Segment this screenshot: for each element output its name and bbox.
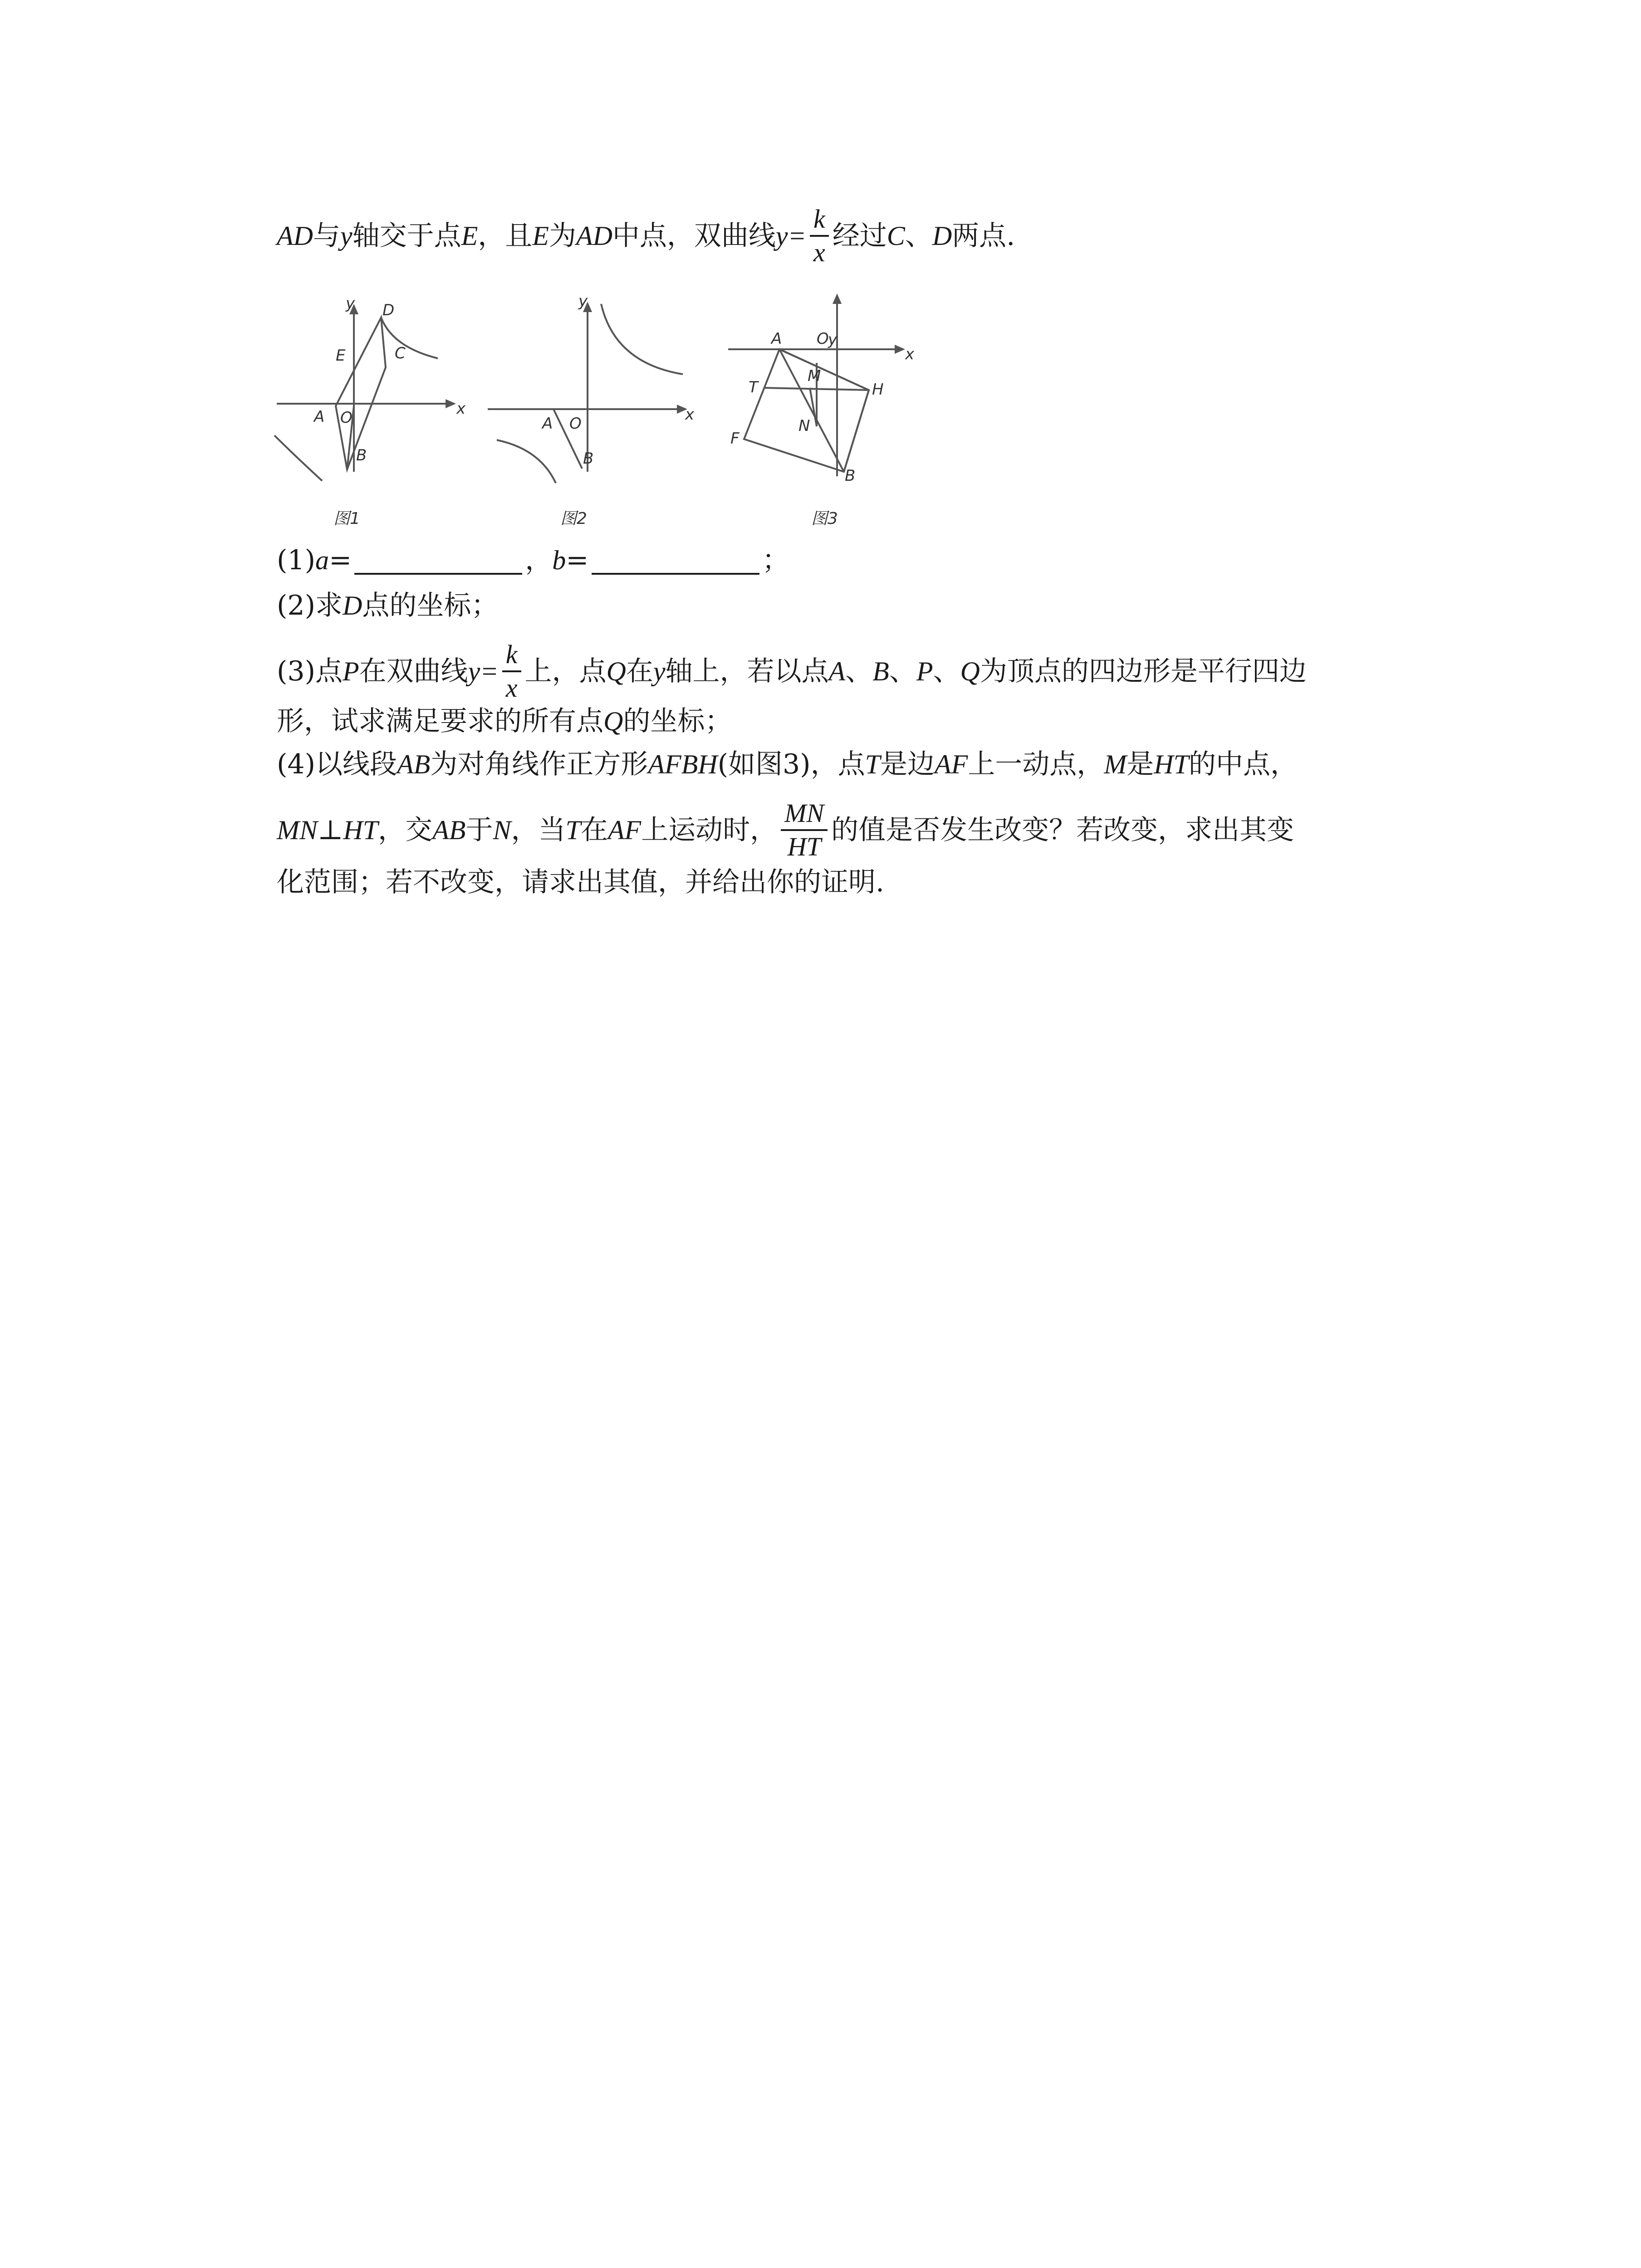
text: N <box>493 815 511 845</box>
text: (3)点 <box>277 655 343 687</box>
fraction-numerator: k <box>810 204 829 237</box>
text: D <box>932 221 952 251</box>
text: 于 <box>465 814 493 846</box>
text: 为顶点的四边形是平行四边 <box>980 655 1307 687</box>
text: AD <box>277 221 313 251</box>
text: Q <box>960 656 980 686</box>
text: P <box>916 656 933 686</box>
label-x: x <box>456 400 466 418</box>
x-arrow <box>896 346 903 352</box>
fraction-mn-over-ht <box>781 798 828 862</box>
hyperbola-branch-upper <box>381 318 438 358</box>
segment-bh <box>844 390 869 472</box>
text: AD <box>576 221 612 251</box>
label-b: B <box>356 446 367 464</box>
text: 在 <box>580 814 608 846</box>
fraction-numerator: k <box>502 640 521 672</box>
text: 、 <box>845 655 873 687</box>
label-d: D <box>382 301 395 319</box>
text: = <box>329 544 352 576</box>
label-h: H <box>872 381 884 399</box>
text: AF <box>607 815 642 845</box>
question-1 <box>277 540 789 581</box>
fraction-k-over-x <box>502 640 521 703</box>
text: E <box>532 221 549 251</box>
text: y <box>653 656 666 686</box>
text: ， <box>525 544 553 576</box>
label-y: y <box>828 331 838 349</box>
label-x: x <box>685 406 694 424</box>
text: B <box>872 656 889 686</box>
text: 的值是否发生改变？若改变，求出其变 <box>831 814 1294 846</box>
text: 在双曲线 <box>359 655 468 687</box>
label-b: B <box>583 450 594 468</box>
figure-1-caption: 图1 <box>333 509 360 528</box>
text: 上运动时， <box>641 814 778 846</box>
question-3-line-2 <box>277 701 732 742</box>
text: 两点. <box>952 220 1015 252</box>
label-y: y <box>346 294 355 313</box>
text: AB <box>397 749 431 779</box>
label-o: O <box>817 330 829 348</box>
label-m: M <box>808 367 821 385</box>
text: E <box>461 221 478 251</box>
label-b: B <box>845 467 856 485</box>
text: 与 <box>313 220 340 252</box>
text: Q <box>603 706 623 736</box>
text: 形，试求满足要求的所有点 <box>277 705 603 737</box>
segment-ah <box>779 349 869 390</box>
text: AF <box>934 749 968 779</box>
fraction-denominator: HT <box>787 832 821 861</box>
text: ⊥ <box>318 814 343 846</box>
text: = <box>566 544 589 576</box>
text: ，交 <box>378 814 433 846</box>
text: T <box>565 815 581 845</box>
text: 为对角线作正方形 <box>430 748 648 780</box>
label-t: T <box>749 378 758 396</box>
figure-1-diagram <box>272 290 472 535</box>
label-c: C <box>395 344 406 362</box>
text: 的坐标； <box>623 705 732 737</box>
label-a: A <box>771 330 782 348</box>
text: AB <box>432 815 466 845</box>
text: 、 <box>905 220 932 252</box>
label-a: A <box>542 415 553 433</box>
hyperbola-branch-lower <box>274 435 322 481</box>
text: D <box>343 591 362 621</box>
text: 上一动点， <box>968 748 1104 780</box>
figure-1 <box>272 290 472 537</box>
fraction-denominator: x <box>505 673 518 703</box>
text: y= <box>775 221 807 251</box>
text: 在 <box>626 655 653 687</box>
text: 上，点 <box>524 655 607 687</box>
text: 中点，双曲线 <box>612 220 776 252</box>
text: (1) <box>277 544 315 576</box>
text: ，当 <box>511 814 566 846</box>
figure-2-caption: 图2 <box>560 509 587 528</box>
label-a: A <box>314 408 325 426</box>
text: M <box>1104 749 1127 779</box>
text: (4)以线段 <box>277 748 397 780</box>
fraction-denominator: x <box>813 238 825 267</box>
figure-2-diagram <box>485 290 694 535</box>
question-4-line-1 <box>277 744 1298 785</box>
figure-3 <box>726 290 916 537</box>
text: 轴上，若以点 <box>665 655 829 687</box>
question-3-line-1 <box>277 640 1307 703</box>
text: 、 <box>889 655 916 687</box>
fraction-numerator: MN <box>781 798 828 831</box>
text: HT <box>343 815 378 845</box>
text: A <box>828 656 846 686</box>
text: y= <box>468 656 499 686</box>
figure-2 <box>485 290 694 537</box>
x-arrow <box>446 401 454 407</box>
question-2 <box>277 585 498 626</box>
text: AFBH <box>648 749 718 779</box>
answer-blank-a[interactable] <box>354 546 522 575</box>
text: 是 <box>1127 748 1154 780</box>
text: (如图3)，点 <box>717 748 865 780</box>
label-y: y <box>578 292 588 310</box>
label-o: O <box>569 415 582 433</box>
intro-line <box>277 204 1015 268</box>
text: a <box>315 545 329 575</box>
text: 化范围；若不改变，请求出其值，并给出你的证明. <box>277 866 885 898</box>
text: ，且 <box>478 220 533 252</box>
figure-3-diagram <box>726 290 916 535</box>
question-4-line-2 <box>277 798 1294 862</box>
text: P <box>343 656 359 686</box>
fraction-k-over-x <box>810 204 829 268</box>
text: 的中点， <box>1188 748 1298 780</box>
label-e: E <box>336 347 346 365</box>
text: 点的坐标； <box>362 590 499 621</box>
text: ； <box>762 544 789 576</box>
text: 轴交于点 <box>352 220 461 252</box>
answer-blank-b[interactable] <box>592 546 759 575</box>
hyperbola-branch-upper <box>601 304 683 374</box>
figure-3-caption: 图3 <box>811 509 838 528</box>
label-n: N <box>798 417 810 435</box>
text: Q <box>606 656 626 686</box>
hyperbola-branch-lower <box>497 440 556 483</box>
text: 经过 <box>832 220 887 252</box>
text: y <box>340 221 353 251</box>
y-arrow <box>834 296 840 303</box>
label-o: O <box>340 409 353 427</box>
text: 、 <box>933 655 960 687</box>
label-f: F <box>730 430 740 448</box>
x-arrow <box>678 406 685 412</box>
text: HT <box>1154 749 1189 779</box>
text: (2)求 <box>277 590 343 621</box>
text: 为 <box>549 220 576 252</box>
text: T <box>865 749 880 779</box>
text: b <box>552 545 566 575</box>
text: 是边 <box>880 748 935 780</box>
label-x: x <box>905 345 915 363</box>
text: C <box>887 221 905 251</box>
text: MN <box>277 815 318 845</box>
question-4-line-3 <box>277 862 884 903</box>
